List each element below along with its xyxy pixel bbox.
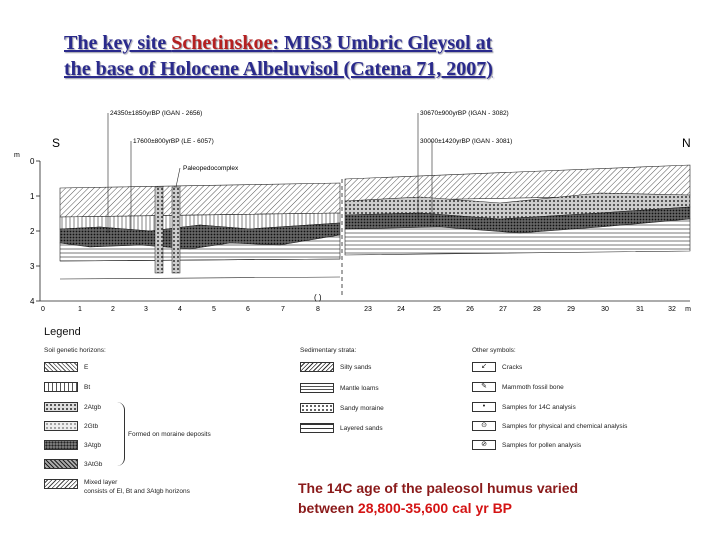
legend-label-3atgb: 3Atgb (84, 442, 101, 449)
sample-physchem-icon: ⊙ (472, 421, 496, 431)
depth-tick-1: 1 (30, 192, 35, 201)
x-tick: 23 (364, 306, 372, 313)
legend-label-2gtb: 2Gtb (84, 423, 99, 430)
x-tick: 28 (533, 306, 541, 313)
legend-label-silty-sands: Silty sands (340, 364, 372, 371)
legend-title: Legend (44, 326, 81, 338)
x-tick: 29 (567, 306, 575, 313)
x-tick: 2 (111, 306, 115, 313)
legend-label-sandy-moraine: Sandy moraine (340, 405, 384, 412)
x-tick: 30 (601, 306, 609, 313)
direction-s: S (52, 136, 61, 150)
swatch-bt (44, 382, 78, 392)
moraine-bracket (116, 402, 125, 466)
direction-n: N (682, 136, 691, 150)
depth-tick-3: 3 (30, 262, 35, 271)
swatch-mantle-loams (300, 383, 334, 393)
x-tick: 1 (78, 306, 82, 313)
x-tick: 25 (433, 306, 441, 313)
title-line-2: the base of Holocene Albeluvisol (Catena 71, 2007) (64, 58, 493, 80)
x-tick: 0 (41, 306, 45, 313)
x-tick: 6 (246, 306, 250, 313)
x-unit: m (685, 306, 691, 313)
date-label-3: 30670±900yrBP (IGAN - 3082) (420, 110, 509, 117)
left-section (60, 183, 340, 279)
swatch-2gtb (44, 421, 78, 431)
age-range: 28,800-35,600 cal yr BP (357, 500, 513, 516)
swatch-layered-sands (300, 423, 334, 433)
legend-label-2atgb: 2Atgb (84, 404, 101, 411)
sample-14c-icon: • (472, 402, 496, 412)
x-tick: 4 (178, 306, 182, 313)
date-label-2: 17600±800yrBP (LE - 6057) (133, 138, 214, 145)
date-label-4: 30000±1420yrBP (IGAN - 3081) (420, 138, 513, 145)
legend-label-cracks: Cracks (502, 364, 523, 371)
legend-label-mixed: Mixed layer (84, 479, 118, 486)
swatch-3atgb (44, 440, 78, 450)
legend-label-mantle-loams: Mantle loams (340, 385, 379, 392)
x-tick: 7 (281, 306, 285, 313)
legend-label-physchem: Samples for physical and chemical analysis (502, 423, 628, 430)
x-tick: 32 (668, 306, 676, 313)
legend-label-3atgb-2: 3AtGb (84, 461, 103, 468)
legend-label-bt: Bt (84, 384, 91, 391)
sample-pollen-icon: ⊘ (472, 440, 496, 450)
depth-ticks (30, 157, 40, 306)
legend-label-e: E (84, 364, 89, 371)
swatch-mixed (44, 479, 78, 489)
site-name: Schetinskoe (171, 32, 273, 54)
title-line-1: The key site Schetinskoe: MIS3 Umbric Gleysol at (64, 32, 493, 54)
x-tick: 26 (466, 306, 474, 313)
x-tick: 24 (397, 306, 405, 313)
age-note-line-1: The 14C age of the paleosol humus varied (298, 480, 579, 496)
bone-icon: ✎ (472, 382, 496, 392)
x-tick: 5 (212, 306, 216, 313)
age-note-line-2: between 28,800-35,600 cal yr BP (298, 500, 513, 516)
reference: (Catena 71, 2007) (343, 58, 493, 80)
right-section (345, 165, 690, 255)
swatch-2atgb (44, 402, 78, 412)
x-tick: 27 (499, 306, 507, 313)
break-mark: ( ) (314, 293, 322, 302)
x-tick: 8 (316, 306, 320, 313)
age-note (298, 478, 698, 518)
x-tick: 3 (144, 306, 148, 313)
legend-label-14c: Samples for 14C analysis (502, 404, 576, 411)
other-symbols-title: Other symbols: (472, 347, 516, 354)
legend-label-mammoth: Mammoth fossil bone (502, 384, 564, 391)
x-ticks (41, 306, 691, 313)
slide-title (64, 30, 664, 82)
soil-horizons-title: Soil genetic horizons: (44, 347, 106, 354)
paleopedocomplex-label: Paleopedocomplex (183, 165, 239, 172)
moraine-note: Formed on moraine deposits (128, 431, 211, 438)
swatch-silty-sands (300, 362, 334, 372)
depth-tick-0: 0 (30, 157, 35, 166)
swatch-e (44, 362, 78, 372)
crack-icon: ↙ (472, 362, 496, 372)
legend-label-pollen: Samples for pollen analysis (502, 442, 582, 449)
legend-label-layered-sands: Layered sands (340, 425, 383, 432)
x-tick: 31 (636, 306, 644, 313)
unit-label-m: m (14, 152, 20, 159)
sedimentary-title: Sedimentary strata: (300, 347, 357, 354)
legend-mixed-note: consists of El, Bt and 3Atgb horizons (84, 488, 190, 495)
depth-tick-4: 4 (30, 297, 35, 306)
swatch-3atgb-2 (44, 459, 78, 469)
swatch-sandy-moraine (300, 403, 334, 413)
soil-profile-diagram (0, 95, 720, 325)
depth-tick-2: 2 (30, 227, 35, 236)
date-label-1: 24350±1850yrBP (IGAN - 2656) (110, 110, 203, 117)
